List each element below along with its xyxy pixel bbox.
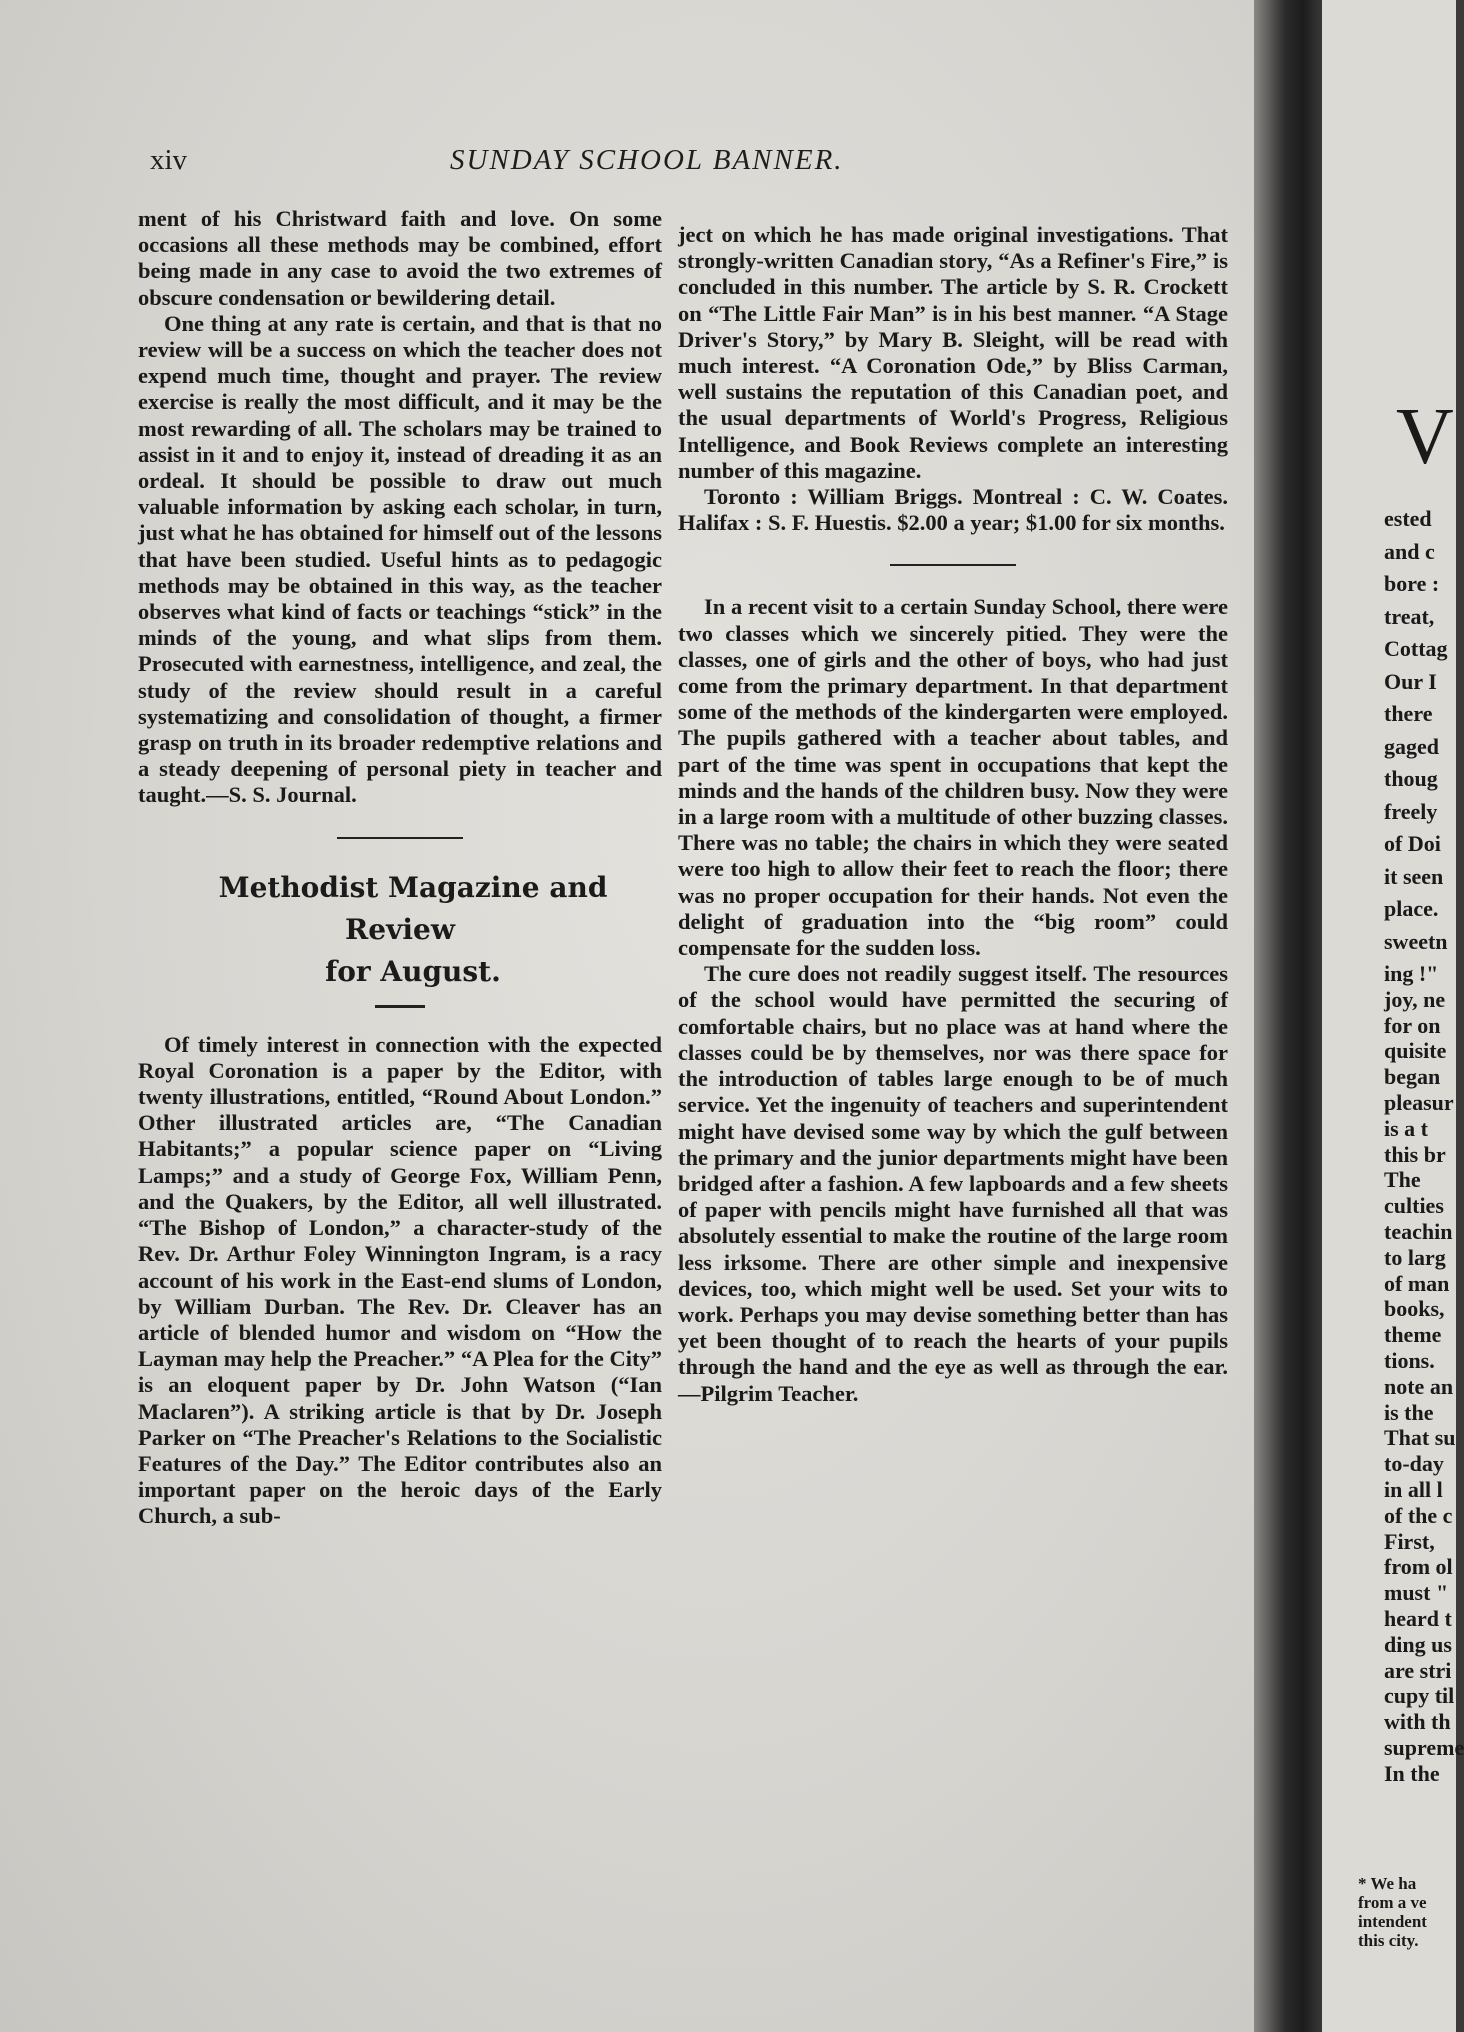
- section-divider: [890, 564, 1016, 566]
- facing-page-line: gaged: [1384, 733, 1439, 759]
- facing-page-line: treat,: [1384, 603, 1435, 629]
- facing-page-line: First,: [1384, 1528, 1435, 1554]
- facing-page-line: to-day: [1384, 1451, 1444, 1477]
- facing-page-footnote: this city.: [1358, 1931, 1419, 1950]
- publisher-info: Toronto : William Briggs. Montreal : C. W. Coates. Halifax : S. F. Huestis. $2.00 a year; $1.00 for six months.: [678, 484, 1228, 536]
- facing-page-line: quisite: [1384, 1038, 1447, 1064]
- facing-page-line: teachin: [1384, 1219, 1453, 1244]
- facing-page-footnote: intendent: [1358, 1912, 1427, 1931]
- facing-page-line: Cottag: [1384, 636, 1448, 661]
- facing-page-line: of man: [1384, 1270, 1450, 1296]
- facing-page-line: began: [1384, 1064, 1441, 1090]
- facing-page-line: Our I: [1384, 668, 1437, 694]
- facing-page-line: cupy til: [1384, 1683, 1455, 1709]
- facing-page-line: ing !": [1384, 961, 1439, 986]
- paragraph: In a recent visit to a certain Sunday School, there were two classes which we sincerely pitied. They were the classes, one of girls and the other of boys, who had just come from the primary department. In that department some of the methods of the kindergarten were employed. The pupils gathered with a teacher about tables, and part of the time was spent in occupations that kept the minds and the hands of the children busy. Now they were in a large room with a multitude of other buzzing classes. There was no table; the chairs in which they were seated were too high to allow their feet to reach the floor; there was no proper occupation for their hands. Not even the delight of graduation into the “big room” could compensate for the sudden loss.: [678, 594, 1228, 961]
- facing-page-line: note an: [1384, 1373, 1454, 1399]
- facing-page-line: The: [1384, 1167, 1421, 1193]
- facing-page-line: are stri: [1384, 1657, 1452, 1683]
- facing-page-line: ding us: [1384, 1631, 1452, 1657]
- heading-rule: [375, 1005, 425, 1008]
- right-column: [678, 222, 1228, 1407]
- book-gutter: [1254, 0, 1324, 2032]
- facing-page-line: with th: [1384, 1709, 1451, 1735]
- paragraph: ment of his Christward faith and love. On some occasions all these methods may be combined, effort being made in any case to avoid the two extremes of obscure condensation or bewildering detail.: [138, 206, 662, 310]
- facing-page-line: of the c: [1384, 1502, 1453, 1528]
- facing-page-line: tions.: [1384, 1348, 1435, 1373]
- running-head: [150, 144, 1230, 184]
- facing-page-line: must ": [1384, 1580, 1449, 1606]
- paragraph: Of timely interest in connection with the expected Royal Coronation is a paper by the Editor, with twenty illustrations, entitled, “Round About London.” Other illustrated articles are, “The Canadian Habitants;” a popular science paper on “Living Lamps;” and a study of George Fox, William Penn, and the Quakers, by the Editor, all well illustrated. “The Bishop of London,” a character-study of the Rev. Dr. Arthur Foley Winnington Ingram, is a racy account of his work in the East-end slums of London, by William Durban. The Rev. Dr. Cleaver has an article of blended humor and wisdom on “How the Layman may help the Preacher.” “A Plea for the City” is an eloquent paper by Dr. John Watson (“Ian Maclaren”). A striking article is that by Dr. Joseph Parker on “The Preacher's Relations to the Socialistic Features of the Day.” The Editor contributes also an important paper on the heroic days of the Early Church, a sub-: [138, 1031, 662, 1529]
- paragraph: ject on which he has made original investigations. That strongly-written Canadian story, “As a Refiner's Fire,” is concluded in this number. The article by S. R. Crockett on “The Little Fair Man” is in his best manner. “A Stage Driver's Story,” by Mary B. Sleight, will be read with much interest. “A Coronation Ode,” by Bliss Carman, well sustains the reputation of this Canadian poet, and the usual departments of World's Progress, Religious Intelligence, and Book Reviews complete an interesting number of this magazine.: [678, 222, 1228, 483]
- paragraph: One thing at any rate is certain, and that is that no review will be a success on which the teacher does not expend much time, thought and prayer. The review exercise is really the most difficult, and it may be the most rewarding of all. The scholars may be trained to assist in it and to enjoy it, instead of dreading it as an ordeal. It should be possible to draw out much valuable information by asking each scholar, in turn, just what he has obtained for himself out of the lessons that have been studied. Useful hints as to pedagogic methods may be obtained in this way, as the teacher observes what kind of facts or teachings “stick” in the minds of the young, and what slips from them. Prosecuted with earnestness, intelligence, and zeal, the study of the review should result in a careful systematizing and consolidation of thought, a firmer grasp on truth in its broader redemptive relations and a steady deepening of personal piety in teacher and taught.—S. S. Journal.: [138, 310, 662, 808]
- facing-page-line: culties: [1384, 1193, 1444, 1219]
- facing-page-line: this br: [1384, 1141, 1446, 1167]
- facing-page-line: That su: [1384, 1425, 1456, 1451]
- facing-page-line: books,: [1384, 1296, 1445, 1322]
- section-heading-sub: for August.: [325, 954, 501, 988]
- facing-page-line: theme: [1384, 1322, 1442, 1348]
- facing-page-line: supreme: [1384, 1735, 1464, 1760]
- facing-page-line: from ol: [1384, 1554, 1453, 1580]
- facing-page-line: to larg: [1384, 1244, 1446, 1270]
- facing-page-line: freely: [1384, 798, 1438, 824]
- section-divider: [337, 837, 463, 839]
- section-heading: Methodist Magazine and Review: [218, 870, 608, 946]
- facing-page-line: place.: [1384, 896, 1439, 921]
- facing-page-footnote: from a ve: [1358, 1893, 1427, 1912]
- facing-page-footnote: * We ha: [1358, 1874, 1417, 1893]
- facing-page-line: is a t: [1384, 1115, 1428, 1141]
- facing-page-line: bore :: [1384, 571, 1440, 596]
- facing-page-line: there: [1384, 701, 1433, 726]
- facing-page-line: ested: [1384, 506, 1432, 531]
- facing-page-line: sweetn: [1384, 928, 1448, 954]
- facing-page-line: thoug: [1384, 766, 1438, 791]
- facing-page-line: In the: [1384, 1760, 1440, 1786]
- drop-cap: V: [1396, 393, 1454, 481]
- facing-page-line: of Doi: [1384, 831, 1441, 856]
- facing-page-line: it seen: [1384, 863, 1444, 889]
- facing-page-line: in all l: [1384, 1477, 1443, 1502]
- left-column: [138, 206, 662, 1530]
- facing-page-line: for on: [1384, 1012, 1441, 1038]
- journal-title: SUNDAY SCHOOL BANNER.: [450, 144, 844, 176]
- facing-page-line: pleasur: [1384, 1090, 1454, 1115]
- paragraph: The cure does not readily suggest itself. The resources of the school would have permitted the securing of comfortable chairs, but no place was at hand where the classes could be by themselves, nor was there space for the introduction of tables large enough to be of much service. Yet the ingenuity of teachers and superintendent might have devised some way by which the gulf between the primary and the junior departments might have been bridged after a fashion. A few lapboards and a few sheets of paper with pencils might have furnished all that was absolutely essential to make the routine of the large room less irksome. There are other simple and inexpensive devices, too, which might well be used. Set your wits to work. Perhaps you may devise something better than has yet been thought of to reach the hearts of your pupils through the hand and the eye as well as through the ear.—Pilgrim Teacher.: [678, 961, 1228, 1406]
- facing-page-line: and c: [1384, 538, 1435, 564]
- facing-page-line: heard t: [1384, 1606, 1452, 1631]
- page-number: xiv: [150, 144, 188, 176]
- facing-page-line: joy, ne: [1384, 986, 1446, 1012]
- facing-page-line: is the: [1384, 1399, 1434, 1425]
